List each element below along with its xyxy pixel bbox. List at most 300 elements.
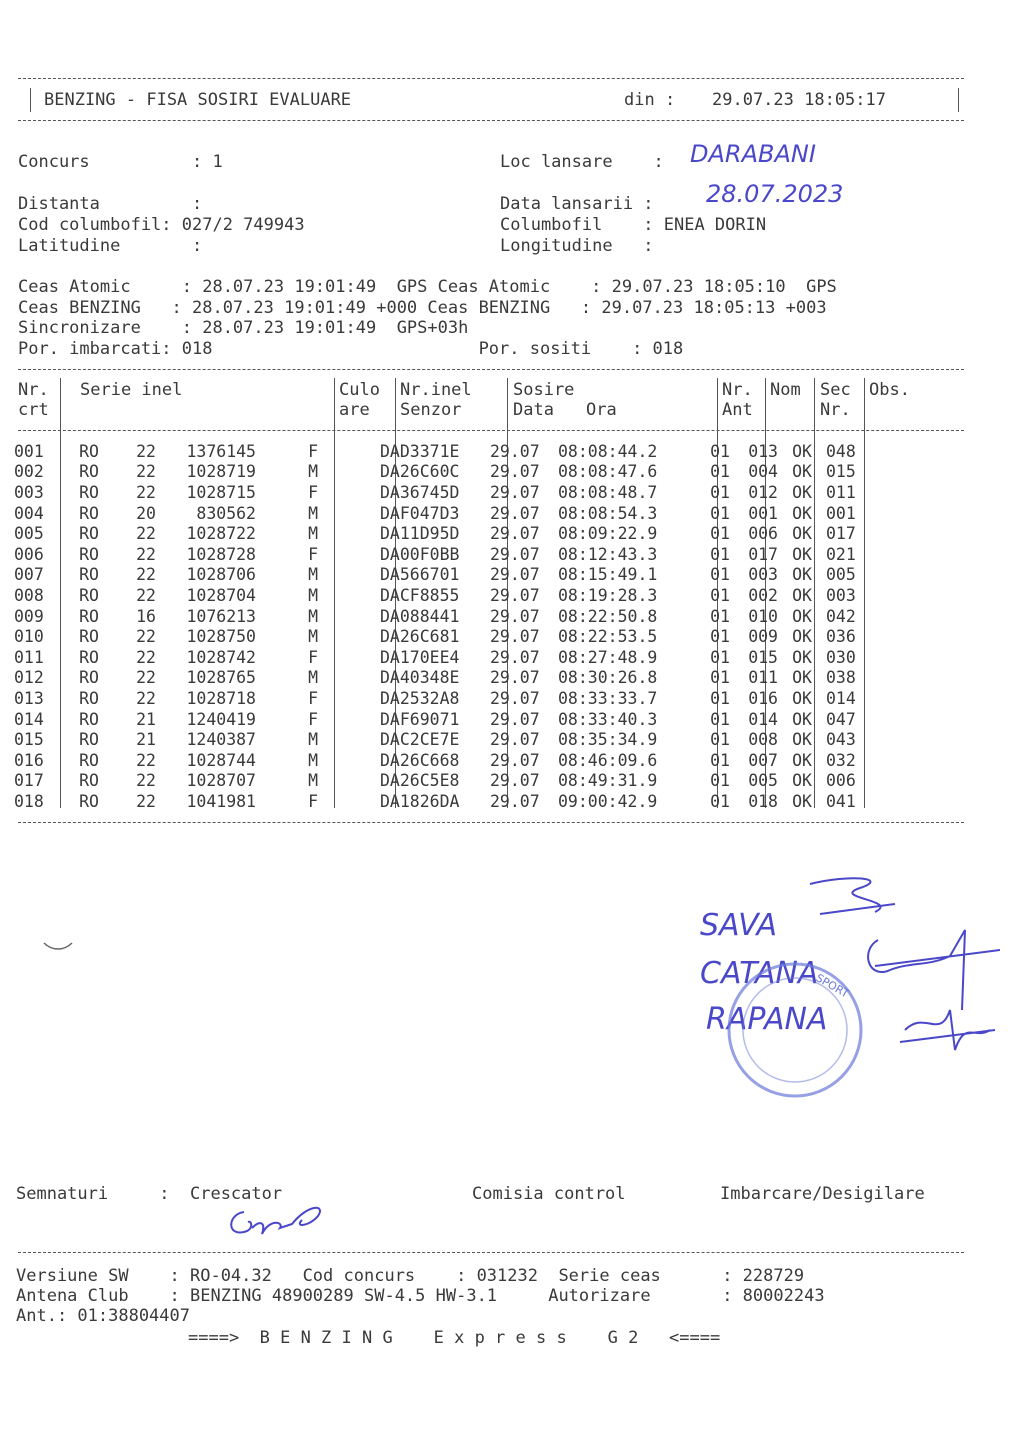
arrival-time: 08:35:34.9 [558,730,658,750]
sex-code: F [308,482,318,502]
nom-number: 005 [748,771,778,791]
sensor-id: DA26C5E8 [380,771,460,791]
footer-line-1: Versiune SW : RO-04.32 Cod concurs : 031232 Serie ceas : 228729 [16,1266,805,1286]
row-number: 013 [14,688,44,708]
signature-scribble-right [868,930,1000,1010]
concurs-line: Concurs : 1 [18,152,223,172]
sensor-id: DA26C668 [380,750,460,770]
ring-year: 16 [136,606,156,626]
row-number: 003 [14,482,44,502]
row-number: 005 [14,524,44,544]
observation: 043 [826,730,856,750]
row-number: 012 [14,668,44,688]
th-nr: Nr. [18,380,49,400]
arrival-date: 29.07 [490,482,540,502]
table-row [14,606,876,627]
country-code: RO [79,709,99,729]
arrival-date: 29.07 [490,627,540,647]
sensor-id: DAC2CE7E [380,730,460,750]
columbofil-line: Columbofil : ENEA DORIN [500,215,767,235]
arrival-time: 08:22:50.8 [558,606,658,626]
sex-code: M [308,771,318,791]
arrival-time: 08:08:54.3 [558,503,658,523]
antenna-number: 01 [710,482,730,502]
antenna-number: 01 [710,750,730,770]
signature-scribble-lower [900,1010,995,1050]
cod-columbofil-line: Cod columbofil: 027/2 749943 [18,215,305,235]
row-number: 001 [14,441,44,461]
sensor-id: DA40348E [380,668,460,688]
security-status: OK [792,771,812,791]
antenna-number: 01 [710,791,730,811]
arrival-time: 08:46:09.6 [558,750,658,770]
antenna-number: 01 [710,441,730,461]
row-number: 018 [14,791,44,811]
arrival-time: 08:27:48.9 [558,647,658,667]
row-number: 002 [14,462,44,482]
observation: 017 [826,524,856,544]
country-code: RO [79,462,99,482]
antenna-number: 01 [710,503,730,523]
ring-year: 20 [136,503,156,523]
stamp-inner-circle [743,978,847,1082]
sensor-id: DAF69071 [380,709,460,729]
observation: 006 [826,771,856,791]
clock-line-2: Ceas BENZING : 28.07.23 19:01:49 +000 Ceas BENZING : 29.07.23 18:05:13 +003 [18,298,827,318]
observation: 003 [826,585,856,605]
country-code: RO [79,647,99,667]
security-status: OK [792,503,812,523]
row-number: 016 [14,750,44,770]
ring-year: 22 [136,771,156,791]
table-row [14,750,876,771]
scribble-top [810,878,895,914]
color-cell [318,606,380,627]
nom-number: 001 [748,503,778,523]
arrival-date: 29.07 [490,709,540,729]
th-nom: Nom [770,380,801,400]
sensor-id: DA2532A8 [380,688,460,708]
country-code: RO [79,730,99,750]
arrival-date: 29.07 [490,730,540,750]
security-status: OK [792,750,812,770]
ring-number: 1028704 [186,585,256,605]
ring-number: 1028742 [186,647,256,667]
table-row [14,585,876,606]
crescator-signature [222,1198,342,1244]
report-title: BENZING - FISA SOSIRI EVALUARE [44,90,352,110]
observation: 032 [826,750,856,770]
sex-code: F [308,688,318,708]
sex-code: F [308,544,318,564]
sex-code: F [308,647,318,667]
longitudine-line: Longitudine : [500,236,654,256]
row-number: 006 [14,544,44,564]
ring-year: 22 [136,585,156,605]
country-code: RO [79,544,99,564]
ring-year: 22 [136,750,156,770]
antenna-number: 01 [710,544,730,564]
antenna-number: 01 [710,565,730,585]
table-row [14,791,876,812]
arrival-date: 29.07 [490,524,540,544]
country-code: RO [79,771,99,791]
footer-line-4: ====> B E N Z I N G E x p r e s s G 2 <==== [188,1328,721,1348]
antenna-number: 01 [710,668,730,688]
arrival-time: 08:12:43.3 [558,544,658,564]
th-obs: Obs. [869,380,910,400]
table-row [14,523,876,544]
th-data: Data [513,400,554,420]
row-number: 014 [14,709,44,729]
th-nrinel: Nr.inel [400,380,472,400]
latitudine-line: Latitudine : [18,236,203,256]
sensor-id: DA11D95D [380,524,460,544]
sex-code: F [308,791,318,811]
security-status: OK [792,462,812,482]
arrival-date: 29.07 [490,585,540,605]
arrival-date: 29.07 [490,441,540,461]
semnaturi-line: Semnaturi : Crescator [16,1184,283,1204]
th-ora: Ora [586,400,617,420]
table-row [14,544,876,565]
footer-rule [18,1252,964,1253]
sensor-id: DA00F0BB [380,544,460,564]
nom-number: 013 [748,441,778,461]
ring-year: 21 [136,709,156,729]
observation: 015 [826,462,856,482]
ring-number: 1240387 [186,730,256,750]
row-number: 007 [14,565,44,585]
sex-code: M [308,750,318,770]
observation: 014 [826,688,856,708]
ring-number: 1076213 [186,606,256,626]
antenna-number: 01 [710,606,730,626]
sensor-id: DA1826DA [380,791,460,811]
sex-code: M [308,503,318,523]
color-cell [318,585,380,606]
sensor-id: DA36745D [380,482,460,502]
table-top-rule [18,369,964,370]
sensor-id: DA170EE4 [380,647,460,667]
th-nr-ant: Nr. [722,380,753,400]
arrival-date: 29.07 [490,503,540,523]
table-row [14,482,876,503]
data-lansarii-handwritten: 28.07.2023 [706,180,844,208]
ring-year: 22 [136,482,156,502]
color-cell [318,482,380,503]
sex-code: F [308,441,318,461]
arrival-date: 29.07 [490,688,540,708]
security-status: OK [792,441,812,461]
arrival-time: 08:30:26.8 [558,668,658,688]
loc-lansare-label: Loc lansare : [500,152,664,172]
arrival-time: 08:22:53.5 [558,627,658,647]
report-date-value: 29.07.23 18:05:17 [712,90,886,110]
nom-number: 015 [748,647,778,667]
ring-year: 22 [136,462,156,482]
sensor-id: DAF047D3 [380,503,460,523]
ring-year: 22 [136,441,156,461]
th-culo: Culo [339,380,380,400]
antenna-number: 01 [710,688,730,708]
arrival-date: 29.07 [490,462,540,482]
table-row [14,565,876,586]
signature-name-3: RAPANA [706,1002,828,1037]
security-status: OK [792,668,812,688]
antenna-number: 01 [710,524,730,544]
arrival-time: 08:19:28.3 [558,585,658,605]
nom-number: 007 [748,750,778,770]
ring-year: 22 [136,544,156,564]
observation: 005 [826,565,856,585]
distanta-line: Distanta : [18,194,203,214]
color-cell [318,565,380,586]
row-number: 010 [14,627,44,647]
observation: 030 [826,647,856,667]
country-code: RO [79,524,99,544]
arrival-time: 09:00:42.9 [558,791,658,811]
sex-code: M [308,668,318,688]
official-stamp-and-signatures [700,870,1000,1110]
antenna-number: 01 [710,709,730,729]
row-number: 008 [14,585,44,605]
sensor-id: DAD3371E [380,441,460,461]
nom-number: 018 [748,791,778,811]
ring-number: 1041981 [186,791,256,811]
arrival-date: 29.07 [490,668,540,688]
ring-year: 22 [136,647,156,667]
security-status: OK [792,627,812,647]
header-bottom-rule [18,120,964,121]
footer-line-3: Ant.: 01:38804407 [16,1306,190,1326]
color-cell [318,441,380,462]
th-crt: crt [18,400,49,420]
table-row [14,441,876,462]
row-number: 011 [14,647,44,667]
nom-number: 004 [748,462,778,482]
security-status: OK [792,791,812,811]
ring-number: 1028719 [186,462,256,482]
ring-number: 1028706 [186,565,256,585]
sensor-id: DA088441 [380,606,460,626]
antenna-number: 01 [710,730,730,750]
arrival-date: 29.07 [490,791,540,811]
color-cell [318,647,380,668]
country-code: RO [79,441,99,461]
country-code: RO [79,791,99,811]
antenna-number: 01 [710,462,730,482]
row-number: 017 [14,771,44,791]
data-lansarii-label: Data lansarii : [500,194,654,214]
antenna-number: 01 [710,627,730,647]
country-code: RO [79,503,99,523]
stamp-text: SPORT [813,971,852,1001]
table-row [14,688,876,709]
ring-number: 1028744 [186,750,256,770]
security-status: OK [792,524,812,544]
color-cell [318,544,380,565]
th-serie: Serie inel [80,380,183,400]
footer-line-2: Antena Club : BENZING 48900289 SW-4.5 HW-3.1 Autorizare : 80002243 [16,1286,825,1306]
ring-year: 22 [136,791,156,811]
security-status: OK [792,688,812,708]
observation: 048 [826,441,856,461]
th-senzor: Senzor [400,400,462,420]
country-code: RO [79,688,99,708]
th-sec: Sec [820,380,851,400]
sex-code: M [308,627,318,647]
ring-number: 1028707 [186,771,256,791]
arrival-time: 08:33:33.7 [558,688,658,708]
ring-number: 1240419 [186,709,256,729]
nom-number: 008 [748,730,778,750]
ring-year: 22 [136,668,156,688]
sex-code: F [308,709,318,729]
signature-name-1: SAVA [700,908,778,943]
clock-line-3: Sincronizare : 28.07.23 19:01:49 GPS+03h [18,318,469,338]
ring-number: 1028722 [186,524,256,544]
arrival-date: 29.07 [490,565,540,585]
country-code: RO [79,482,99,502]
security-status: OK [792,709,812,729]
nom-number: 009 [748,627,778,647]
color-cell [318,771,380,792]
th-sosire: Sosire [513,380,575,400]
ring-year: 22 [136,627,156,647]
nom-number: 010 [748,606,778,626]
table-row [14,503,876,524]
color-cell [318,462,380,483]
table-row [14,729,876,750]
clock-line-4: Por. imbarcati: 018 Por. sositi : 018 [18,339,684,359]
table-row [14,668,876,689]
arrival-time: 08:09:22.9 [558,524,658,544]
ring-number: 1376145 [186,441,256,461]
sex-code: M [308,462,318,482]
sex-code: M [308,524,318,544]
antenna-number: 01 [710,585,730,605]
ring-number: 1028718 [186,688,256,708]
ring-year: 22 [136,565,156,585]
observation: 021 [826,544,856,564]
table-row [14,709,876,730]
report-date-label: din : [624,90,676,110]
arrivals-table [14,441,876,812]
sex-code: M [308,606,318,626]
security-status: OK [792,565,812,585]
security-status: OK [792,544,812,564]
security-status: OK [792,730,812,750]
sensor-id: DACF8855 [380,585,460,605]
color-cell [318,750,380,771]
comisia-control: Comisia control [472,1184,626,1204]
nom-number: 003 [748,565,778,585]
sensor-id: DA26C681 [380,627,460,647]
observation: 011 [826,482,856,502]
color-cell [318,668,380,689]
table-row [14,771,876,792]
arrival-date: 29.07 [490,544,540,564]
header-left-bar [30,88,31,112]
ring-number: 1028728 [186,544,256,564]
country-code: RO [79,627,99,647]
country-code: RO [79,750,99,770]
nom-number: 011 [748,668,778,688]
antenna-number: 01 [710,647,730,667]
th-sec-nr: Nr. [820,400,851,420]
row-number: 004 [14,503,44,523]
arrival-time: 08:08:47.6 [558,462,658,482]
security-status: OK [792,585,812,605]
color-cell [318,523,380,544]
ring-year: 21 [136,730,156,750]
country-code: RO [79,668,99,688]
table-row [14,462,876,483]
color-cell [318,791,380,812]
ring-number: 830562 [196,503,256,523]
table-row [14,626,876,647]
color-cell [318,503,380,524]
sex-code: M [308,730,318,750]
nom-number: 006 [748,524,778,544]
loc-lansare-handwritten: DARABANI [690,140,816,168]
observation: 036 [826,627,856,647]
row-number: 015 [14,730,44,750]
imbarcare-desigilare: Imbarcare/Desigilare [720,1184,925,1204]
observation: 047 [826,709,856,729]
ring-number: 1028715 [186,482,256,502]
arrival-date: 29.07 [490,771,540,791]
clock-line-1: Ceas Atomic : 28.07.23 19:01:49 GPS Ceas Atomic : 29.07.23 18:05:10 GPS [18,277,837,297]
table-row [14,647,876,668]
header-right-bar [958,88,959,112]
country-code: RO [79,585,99,605]
sex-code: M [308,565,318,585]
arrival-time: 08:49:31.9 [558,771,658,791]
nom-number: 017 [748,544,778,564]
top-rule [18,78,964,79]
observation: 042 [826,606,856,626]
mark-icon [40,935,80,955]
observation: 038 [826,668,856,688]
nom-number: 012 [748,482,778,502]
color-cell [318,626,380,647]
security-status: OK [792,606,812,626]
nom-number: 014 [748,709,778,729]
arrival-date: 29.07 [490,750,540,770]
sex-code: M [308,585,318,605]
observation: 041 [826,791,856,811]
observation: 001 [826,503,856,523]
security-status: OK [792,647,812,667]
ring-year: 22 [136,524,156,544]
arrival-date: 29.07 [490,606,540,626]
ring-year: 22 [136,688,156,708]
arrival-time: 08:08:48.7 [558,482,658,502]
nom-number: 002 [748,585,778,605]
th-ant: Ant [722,400,753,420]
color-cell [318,688,380,709]
ring-number: 1028765 [186,668,256,688]
arrival-time: 08:33:40.3 [558,709,658,729]
arrival-time: 08:15:49.1 [558,565,658,585]
signature-name-2: CATANA [700,956,819,991]
ring-number: 1028750 [186,627,256,647]
color-cell [318,709,380,730]
sensor-id: DA566701 [380,565,460,585]
arrival-time: 08:08:44.2 [558,441,658,461]
